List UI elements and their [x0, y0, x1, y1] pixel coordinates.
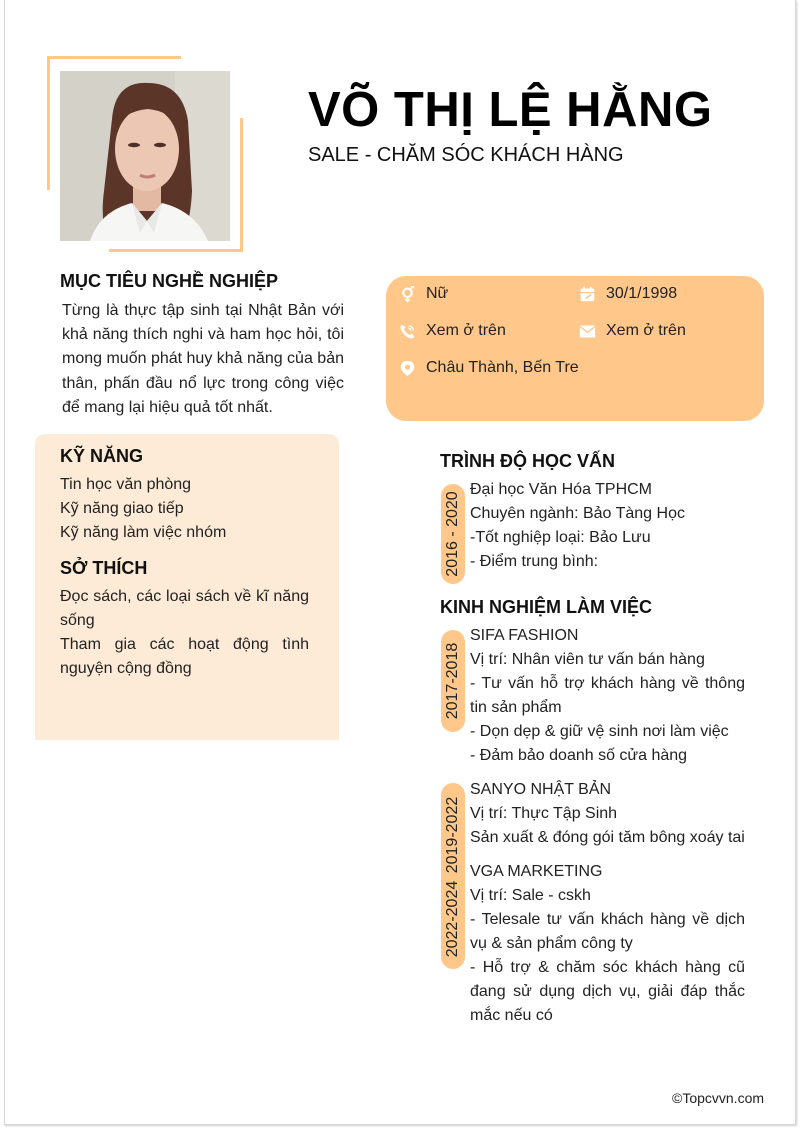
experience-period-badge	[441, 630, 465, 732]
birthday-value: 30/1/1998	[606, 285, 678, 302]
info-email	[578, 322, 686, 340]
job-duty: - Tư vấn hỗ trợ khách hàng về thông tin sản phẩm	[470, 675, 745, 716]
personal-info-box	[386, 276, 764, 421]
job-duty: - Đảm bảo doanh số cửa hàng	[470, 747, 688, 764]
candidate-name: VÕ THỊ LỆ HẰNG	[308, 83, 713, 137]
mail-icon	[578, 322, 596, 340]
experience-entry	[470, 624, 745, 768]
experience-title: KINH NGHIỆM LÀM VIỆC	[440, 597, 653, 617]
portrait-illustration	[60, 71, 230, 241]
job-duty: - Telesale tư vấn khách hàng về dịch vụ & sản phẩm công ty	[470, 911, 745, 952]
experience-period-badge	[441, 783, 465, 969]
experience-period: 2022-2024	[444, 880, 461, 958]
education-grade: -Tốt nghiệp loại: Bảo Lưu	[470, 529, 651, 546]
profile-photo	[60, 71, 230, 241]
job-position: Vị trí: Thực Tập Sinh	[470, 805, 618, 822]
education-title: TRÌNH ĐỘ HỌC VẤN	[440, 451, 615, 471]
hobbies-title: SỞ THÍCH	[60, 558, 148, 578]
experience-period: 2017-2018	[444, 642, 461, 720]
education-gpa: - Điểm trung bình:	[470, 553, 599, 570]
experience-entry	[470, 860, 745, 1028]
objective-title: MỤC TIÊU NGHỀ NGHIỆP	[60, 271, 279, 291]
company-name: SIFA FASHION	[470, 627, 579, 644]
job-position: Vị trí: Sale - cskh	[470, 887, 591, 904]
job-duty: - Hỗ trợ & chăm sóc khách hàng cũ đang sử dụng dịch vụ, giải đáp thắc mắc nếu có	[470, 959, 745, 1024]
hobby-item: Tham gia các hoạt động tình nguyện cộng đồng	[60, 636, 309, 677]
job-duty: - Dọn dẹp & giữ vệ sinh nơi làm việc	[470, 723, 729, 740]
calendar-icon	[578, 285, 596, 303]
objective-text: Từng là thực tập sinh tại Nhật Bản với khả năng thích nghi và ham học hỏi, tôi mong muốn phát huy khả năng của bản thân, phấn đầu nổ lực trong công việc để mang lại hiệu quả tốt nhất.	[62, 302, 344, 416]
education-major: Chuyên ngành: Bảo Tàng Học	[470, 505, 685, 522]
experience-period: 2019-2022	[444, 796, 461, 874]
hobbies-list	[60, 585, 309, 681]
phone-value: Xem ở trên	[426, 322, 506, 339]
job-duty: Sản xuất & đóng gói tăm bông xoáy tai	[470, 829, 745, 846]
info-address	[398, 359, 579, 377]
skill-item: Kỹ năng giao tiếp	[60, 500, 184, 517]
info-birthday	[578, 285, 677, 303]
education-entry	[470, 478, 745, 574]
education-period: 2016 - 2020	[444, 491, 461, 577]
gender-value: Nữ	[426, 285, 449, 302]
skills-list	[60, 473, 309, 545]
skill-item: Tin học văn phòng	[60, 476, 192, 493]
phone-icon	[398, 322, 416, 340]
info-phone	[398, 322, 506, 340]
company-name: SANYO NHẬT BẢN	[470, 781, 612, 798]
gender-icon	[398, 285, 416, 303]
skill-item: Kỹ năng làm việc nhóm	[60, 524, 227, 541]
copyright-footer: ©Topcvvn.com	[672, 1090, 765, 1106]
job-position: Vị trí: Nhân viên tư vấn bán hàng	[470, 651, 705, 668]
location-icon	[398, 359, 416, 377]
candidate-role: SALE - CHĂM SÓC KHÁCH HÀNG	[308, 144, 624, 166]
education-period-badge	[441, 484, 465, 584]
skills-hobbies-box	[35, 434, 339, 740]
company-name: VGA MARKETING	[470, 863, 603, 880]
education-school: Đại học Văn Hóa TPHCM	[470, 481, 652, 498]
skills-title: KỸ NĂNG	[60, 446, 144, 466]
email-value: Xem ở trên	[606, 322, 686, 339]
hobby-item: Đọc sách, các loại sách về kĩ năng sống	[60, 588, 309, 629]
info-gender	[398, 285, 448, 303]
address-value: Châu Thành, Bến Tre	[426, 359, 579, 376]
experience-entry	[470, 778, 745, 850]
